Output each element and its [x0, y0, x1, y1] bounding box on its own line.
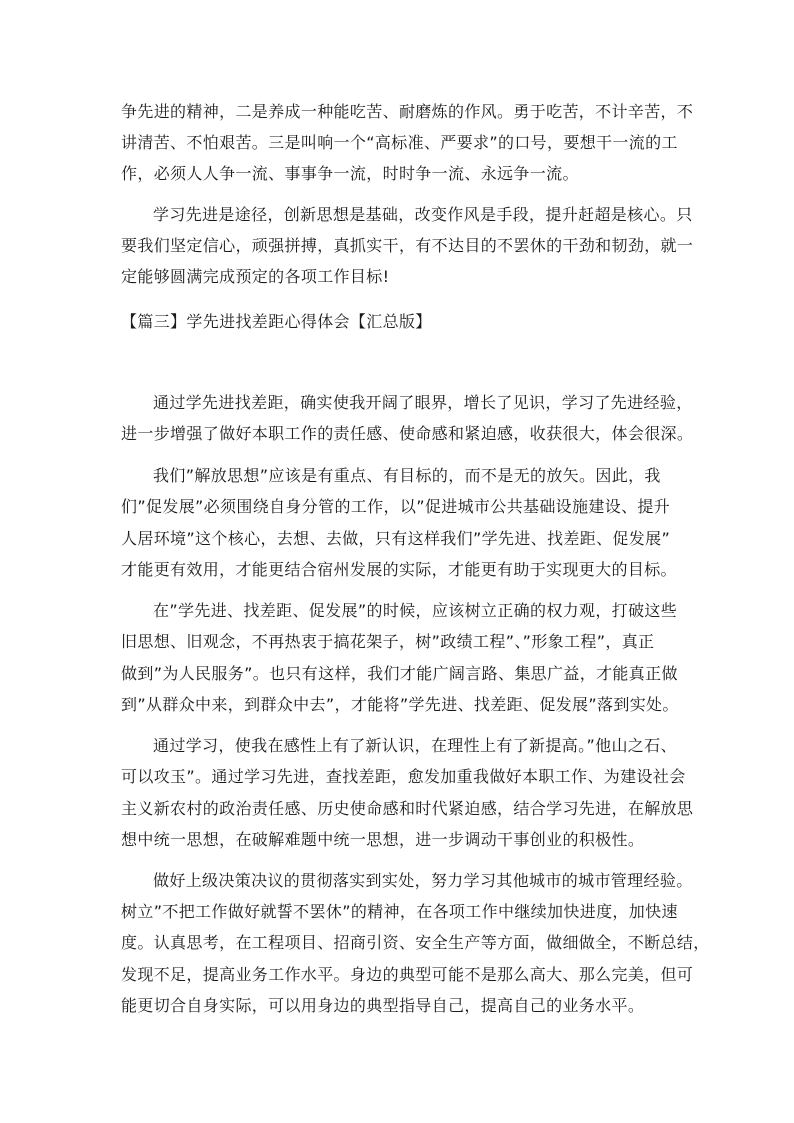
text-line: 人居环境”这个核心，去想、去做，只有这样我们”学先进、找差距、促发展”: [121, 529, 671, 548]
text-line: 做到”为人民服务”。也只有这样，我们才能广阔言路、集思广益，才能真正做: [121, 664, 678, 683]
text-line: 想中统一思想，在破解难题中统一思想，进一步调动干事创业的积极性。: [121, 830, 645, 849]
text-line: 在”学先进、找差距、促发展”的时候，应该树立正确的权力观，打破这些: [153, 601, 678, 620]
text-line: 定能够圆满完成预定的各项工作目标!: [121, 267, 390, 286]
text-line: 主义新农村的政治责任感、历史使命感和时代紧迫感，结合学习先进，在解放思: [121, 799, 694, 818]
text-line: 树立”不把工作做好就誓不罢休”的精神，在各项工作中继续加快进度，加快速: [121, 902, 678, 921]
text-line: 作，必须人人争一流、事事争一流，时时争一流、永远争一流。: [121, 164, 579, 183]
text-line: 做好上级决策决议的贯彻落实到实处，努力学习其他城市的城市管理经验。: [153, 871, 693, 890]
text-line: 旧思想、旧观念，不再热衷于搞花架子，树”政绩工程”、”形象工程”，真正: [121, 632, 655, 651]
text-line: 学习先进是途径，创新思想是基础，改变作风是手段，提升赶超是核心。只: [153, 205, 693, 224]
text-line: 讲清苦、不怕艰苦。三是叫响一个“高标准、严要求”的口号，要想干一流的工: [121, 133, 678, 152]
text-line: 要我们坚定信心，顽强拼搏，真抓实干，有不达目的不罢休的干劲和韧劲，就一: [121, 236, 694, 255]
text-line: 通过学习，使我在感性上有了新认识，在理性上有了新提高。”他山之石、: [153, 736, 677, 755]
text-line: 争先进的精神，二是养成一种能吃苦、耐磨炼的作风。勇于吃苦，不计辛苦，不: [121, 102, 694, 121]
text-line: 度。认真思考，在工程项目、招商引资、安全生产等方面，做细做全，不断总结，: [121, 933, 710, 952]
text-line: 发现不足，提高业务工作水平。身边的典型可能不是那么高大、那么完美，但可: [121, 965, 694, 984]
text-line: 进一步增强了做好本职工作的责任感、使命感和紧迫感，收获很大，体会很深。: [121, 424, 694, 443]
text-line: 可以攻玉”。通过学习先进，查找差距，愈发加重我做好本职工作、为建设社会: [121, 767, 686, 786]
text-line: 通过学先进找差距，确实使我开阔了眼界，增长了见识，学习了先进经验，: [153, 393, 693, 412]
text-line: 到”从群众中来，到群众中去”，才能将”学先进、找差距、促发展”落到实处。: [121, 695, 679, 714]
text-line: 能更切合自身实际，可以用身边的典型指导自己，提高自己的业务水平。: [121, 996, 645, 1015]
text-line: 才能更有效用，才能更结合宿州发展的实际，才能更有助于实现更大的目标。: [121, 560, 677, 579]
text-line: 们”促发展”必须围绕自身分管的工作，以”促进城市公共基础设施建设、提升: [121, 497, 671, 516]
text-line: 我们”解放思想”应该是有重点、有目标的，而不是无的放矢。因此，我: [153, 466, 661, 485]
section-heading: 【篇三】学先进找差距心得体会【汇总版】: [121, 312, 432, 331]
